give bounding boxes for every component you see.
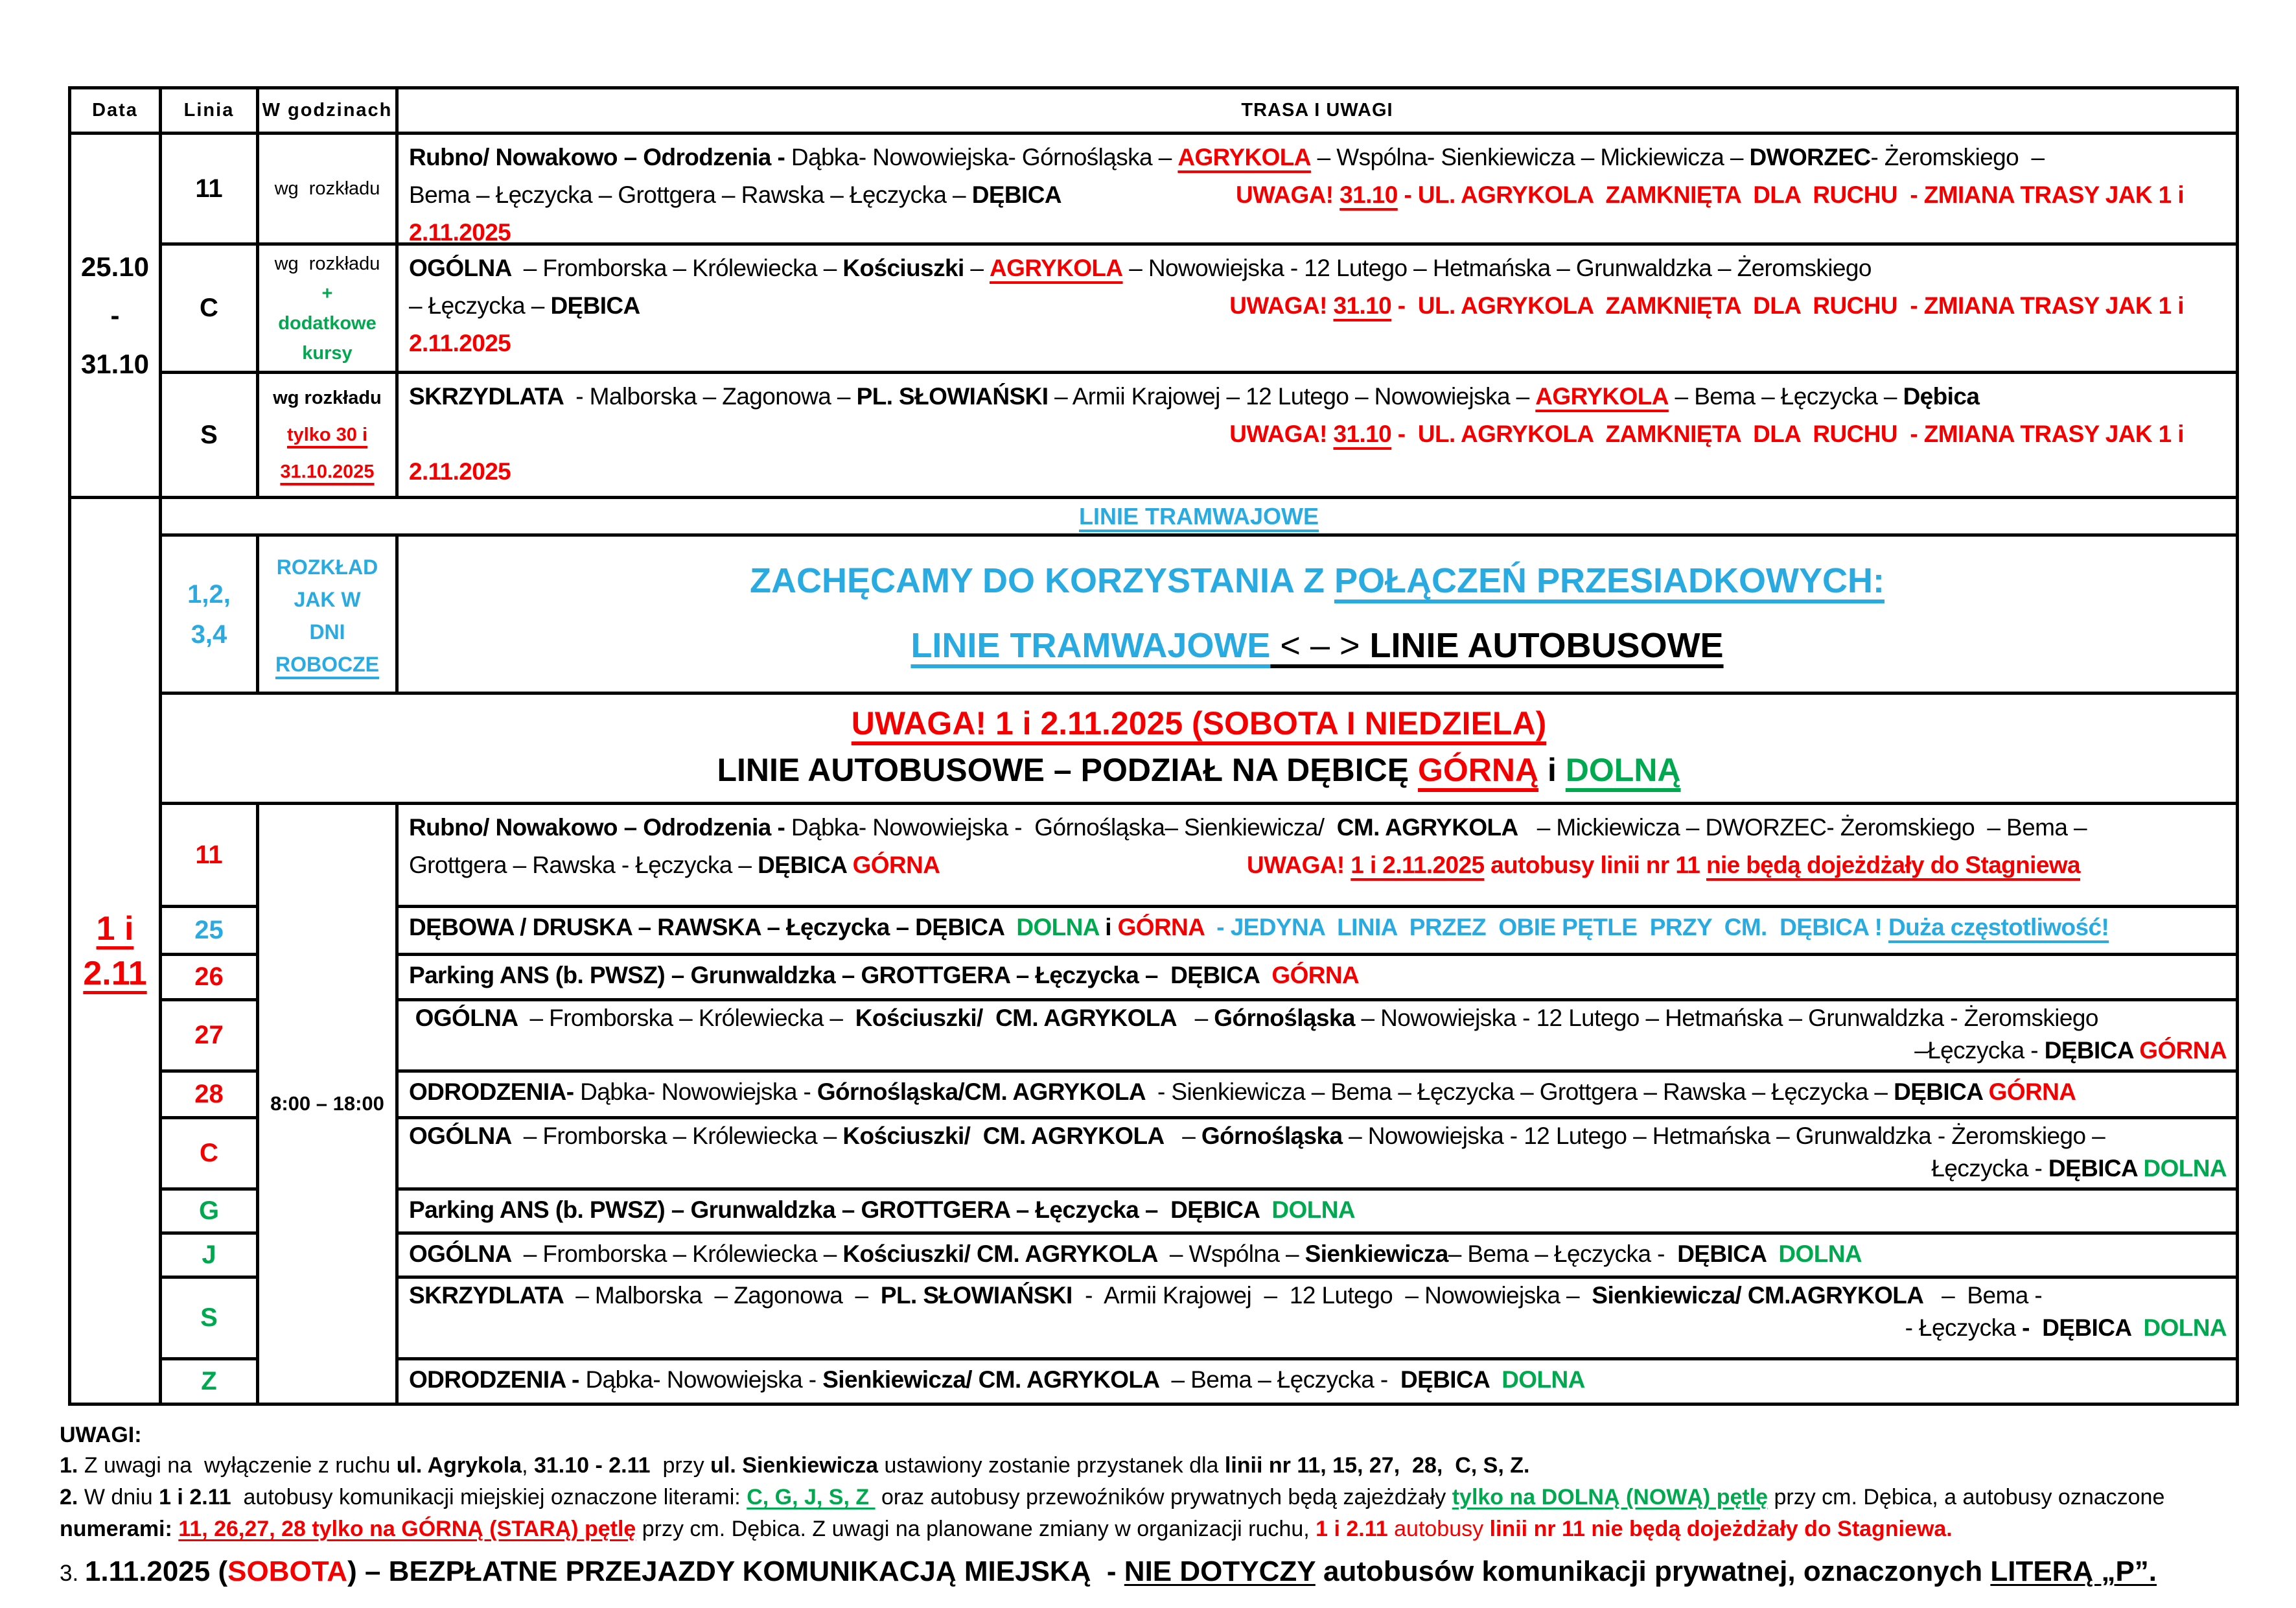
hours-text-C: wg rozkładu + dodatkowe kursy	[274, 253, 380, 364]
cell-route-bus-27	[397, 1000, 2238, 1071]
linia-label-bus-S: S	[200, 1303, 218, 1332]
cell-linia-S	[161, 373, 258, 498]
cell-linia-bus-27	[161, 1000, 258, 1071]
linia-label-bus-Z: Z	[201, 1367, 217, 1395]
tram-section-title: LINIE TRAMWAJOWE	[1079, 502, 1319, 530]
cell-route-bus-28	[397, 1071, 2238, 1118]
table-header-row	[70, 88, 2238, 134]
cell-linia-bus-C	[161, 1118, 258, 1189]
footnote-2-line-2: numerami: 11, 26,27, 28 tylko na GÓRNĄ (STARĄ) pętlę przy cm. Dębica. Z uwagi na planowane zmiany w organizacji ruchu, 1 i 2.11 autobusy linii nr 11 nie będą dojeżdżały do Stagniewa.	[60, 1517, 1953, 1541]
cell-route-bus-J	[397, 1233, 2238, 1277]
cell-date-range-2	[70, 498, 161, 1404]
linia-label-S: S	[200, 420, 218, 449]
hours-text-11: wg rozkładu	[274, 178, 380, 199]
route-line-2: Bema – Łęczycka – Grottgera – Rawska – Łęczycka – DĘBICA UWAGA! 31.10 - UL. AGRYKOLA ZAMKNIĘTA DLA RUCHU - ZMIANA TRASY JAK 1 i	[409, 176, 2229, 214]
route-line-1: OGÓLNA – Fromborska – Królewiecka – Kościuszki/ CM. AGRYKOLA – Górnośląska – Nowowiejska - 12 Lutego – Hetmańska – Grunwaldzka - Żeromskiego –	[409, 1123, 2105, 1149]
route-line-1: DĘBOWA / DRUSKA – RAWSKA – Łęczycka – DĘBICA DOLNA i GÓRNA - JEDYNA LINIA PRZEZ OBIE PĘTLE PRZY CM. DĘBICA ! Duża częstotliwość!	[409, 914, 2109, 940]
row-tram-header	[70, 498, 2238, 535]
row-bus-11	[70, 804, 2238, 907]
route-line-2: – Łęczycka – DĘBICA UWAGA! 31.10 - UL. AGRYKOLA ZAMKNIĘTA DLA RUCHU - ZMIANA TRASY JAK 1 i	[409, 287, 2229, 325]
warning-text: UWAGA! 31.10 - UL. AGRYKOLA ZAMKNIĘTA DLA RUCHU - ZMIANA TRASY JAK 1 i	[1235, 181, 2184, 208]
cell-tram-section-title	[161, 498, 2238, 535]
linia-label-bus-28: 28	[194, 1080, 224, 1108]
notice-line-2: LINIE AUTOBUSOWE – PODZIAŁ NA DĘBICĘ GÓRNĄ i DOLNĄ	[717, 752, 1681, 789]
linia-label-bus-25: 25	[194, 916, 224, 944]
route-line-2	[409, 415, 2229, 453]
route-line-2: Grottgera – Rawska - Łęczycka – DĘBICA GÓRNA UWAGA! 1 i 2.11.2025 autobusy linii nr 11 nie będą dojeżdżały do Stagniewa	[409, 846, 2229, 884]
tram-message-line-1: ZACHĘCAMY DO KORZYSTANIA Z POŁĄCZEŃ PRZESIADKOWYCH:	[750, 561, 1884, 601]
route-line-1: Parking ANS (b. PWSZ) – Grunwaldzka – GROTTGERA – Łęczycka – DĘBICA GÓRNA	[409, 962, 1360, 988]
col-header-linia: Linia	[161, 88, 258, 134]
hours-text-tram: ROZKŁAD JAK W DNI ROBOCZE	[275, 555, 379, 676]
route-line-3: 2.11.2025	[409, 330, 511, 356]
cell-linia-bus-26	[161, 955, 258, 1000]
footnotes	[60, 1420, 2296, 1592]
row-s1-linia-S	[70, 373, 2238, 498]
cell-weekend-notice	[161, 693, 2238, 804]
route-line-1: SKRZYDLATA – Malborska – Zagonowa – PL. SŁOWIAŃSKI - Armii Krajowej – 12 Lutego – Nowowiejska – Sienkiewicza/ CM.AGRYKOLA – Bema -	[409, 1282, 2043, 1309]
col-header-godziny: W godzinach	[258, 88, 397, 134]
cell-hours-tram	[258, 535, 397, 693]
cell-route-bus-26	[397, 955, 2238, 1000]
row-tram-lines	[70, 535, 2238, 693]
route-table	[68, 86, 2239, 1406]
cell-tram-message	[397, 535, 2238, 693]
cell-route-bus-25	[397, 907, 2238, 955]
warning-text: UWAGA! 1 i 2.11.2025 autobusy linii nr 11 nie będą dojeżdżały do Stagniewa	[1247, 852, 2080, 878]
row-s1-linia-C	[70, 244, 2238, 373]
tram-message-line-2: LINIE TRAMWAJOWE < – > LINIE AUTOBUSOWE	[910, 625, 1724, 665]
cell-hours-bus-all	[258, 804, 397, 1404]
footnote-3: 3. 1.11.2025 (SOBOTA) – BEZPŁATNE PRZEJAZDY KOMUNIKACJĄ MIEJSKĄ - NIE DOTYCZY autobusów komunikacji prywatnej, oznaczonych LITERĄ „P”.	[60, 1556, 2157, 1587]
route-line-1: OGÓLNA – Fromborska – Królewiecka – Kościuszki/ CM. AGRYKOLA – Wspólna – Sienkiewicza– Bema – Łęczycka - DĘBICA DOLNA	[409, 1241, 1862, 1267]
footnote-2-line-1: 2. W dniu 1 i 2.11 autobusy komunikacji miejskiej oznaczone literami: C, G, J, S, Z oraz autobusy przewoźników prywatnych będą zajeżdżały tylko na DOLNĄ (NOWĄ) pętlę przy cm. Dębica, a autobusy oznaczone	[60, 1485, 2165, 1509]
linia-label-bus-G: G	[198, 1196, 220, 1225]
linia-label-tram: 1,2, 3,4	[187, 579, 231, 649]
footnote-1: 1. Z uwagi na wyłączenie z ruchu ul. Agrykola, 31.10 - 2.11 przy ul. Sienkiewicza ustawiony zostanie przystanek dla linii nr 11, 15, 27, 28, C, S, Z.	[60, 1453, 1530, 1478]
cell-route-bus-C	[397, 1118, 2238, 1189]
route-line-2: Łęczycka - DĘBICA DOLNA	[1931, 1155, 2227, 1182]
date-range-2510-3110: 25.10 - 31.10	[80, 251, 150, 379]
linia-label-11: 11	[195, 174, 223, 203]
route-line-1: Parking ANS (b. PWSZ) – Grunwaldzka – GROTTGERA – Łęczycka – DĘBICA DOLNA	[409, 1196, 1355, 1223]
route-line-3: 2.11.2025	[409, 458, 511, 485]
linia-label-bus-27: 27	[194, 1021, 224, 1049]
route-line-1: Rubno/ Nowakowo – Odrodzenia - Dąbka- Nowowiejska - Górnośląska– Sienkiewicza/ CM. AGRYKOLA – Mickiewicza – DWORZEC- Żeromskiego – Bema –	[409, 814, 2087, 841]
date-range-1i-211: 1 i 2.11	[83, 909, 147, 992]
route-line-1: ODRODZENIA - Dąbka- Nowowiejska - Sienkiewicza/ CM. AGRYKOLA – Bema – Łęczycka - DĘBICA DOLNA	[409, 1366, 1585, 1393]
route-line-1: ODRODZENIA- Dąbka- Nowowiejska - Górnośląska/CM. AGRYKOLA - Sienkiewicza – Bema – Łęczycka – Grottgera – Rawska – Łęczycka – DĘBICA GÓRNA	[409, 1078, 2076, 1105]
linia-label-bus-J: J	[202, 1241, 216, 1269]
cell-linia-bus-28	[161, 1071, 258, 1118]
cell-route-11	[397, 134, 2238, 244]
warning-text: UWAGA! 31.10 - UL. AGRYKOLA ZAMKNIĘTA DLA RUCHU - ZMIANA TRASY JAK 1 i	[1229, 292, 2184, 319]
route-line-2: - Łęczycka - DĘBICA DOLNA	[1905, 1314, 2227, 1341]
row-s1-linia-11	[70, 134, 2238, 244]
row-weekend-notice	[70, 693, 2238, 804]
cell-route-bus-Z	[397, 1359, 2238, 1404]
route-line-1: OGÓLNA – Fromborska – Królewiecka – Kościuszki – AGRYKOLA – Nowowiejska - 12 Lutego – Hetmańska – Grunwaldzka – Żeromskiego	[409, 255, 1872, 281]
hours-text-S: wg rozkładu tylko 30 i 31.10.2025	[273, 387, 382, 482]
cell-linia-bus-S	[161, 1277, 258, 1359]
cell-linia-bus-J	[161, 1233, 258, 1277]
linia-label-C: C	[200, 294, 218, 322]
cell-route-S	[397, 373, 2238, 498]
cell-linia-bus-G	[161, 1189, 258, 1233]
hours-text-bus: 8:00 – 18:00	[270, 1092, 384, 1115]
cell-hours-11	[258, 134, 397, 244]
cell-linia-bus-11	[161, 804, 258, 907]
cell-linia-11	[161, 134, 258, 244]
footnotes-title: UWAGI:	[60, 1423, 142, 1447]
col-header-trasa: TRASA I UWAGI	[397, 88, 2238, 134]
cell-linia-bus-25	[161, 907, 258, 955]
cell-hours-S	[258, 373, 397, 498]
cell-hours-C	[258, 244, 397, 373]
cell-route-bus-S	[397, 1277, 2238, 1359]
cell-linia-C	[161, 244, 258, 373]
cell-linia-tram	[161, 535, 258, 693]
notice-line-1: UWAGA! 1 i 2.11.2025 (SOBOTA I NIEDZIELA)	[851, 705, 1547, 741]
route-line-2: –Łęczycka - DĘBICA GÓRNA	[1914, 1037, 2227, 1064]
route-line-1: OGÓLNA – Fromborska – Królewiecka – Kościuszki/ CM. AGRYKOLA – Górnośląska – Nowowiejska - 12 Lutego – Hetmańska – Grunwaldzka - Żeromskiego	[409, 1005, 2098, 1031]
col-header-data: Data	[70, 88, 161, 134]
cell-route-bus-G	[397, 1189, 2238, 1233]
cell-route-C	[397, 244, 2238, 373]
route-line-1: Rubno/ Nowakowo – Odrodzenia - Dąbka- Nowowiejska- Górnośląska – AGRYKOLA – Wspólna- Sienkiewicza – Mickiewicza – DWORZEC- Żeromskiego –	[409, 144, 2045, 170]
linia-label-bus-C: C	[200, 1139, 218, 1167]
cell-date-range-1	[70, 134, 161, 498]
warning-text: UWAGA! 31.10 - UL. AGRYKOLA ZAMKNIĘTA DLA RUCHU - ZMIANA TRASY JAK 1 i	[1229, 421, 2184, 447]
cell-route-bus-11	[397, 804, 2238, 907]
cell-linia-bus-Z	[161, 1359, 258, 1404]
route-line-1: SKRZYDLATA - Malborska – Zagonowa – PL. SŁOWIAŃSKI – Armii Krajowej – 12 Lutego – Nowowiejska – AGRYKOLA – Bema – Łęczycka – Dębica	[409, 383, 1980, 410]
linia-label-bus-26: 26	[194, 962, 224, 991]
route-line-3: 2.11.2025	[409, 219, 511, 242]
linia-label-bus-11: 11	[195, 840, 223, 869]
